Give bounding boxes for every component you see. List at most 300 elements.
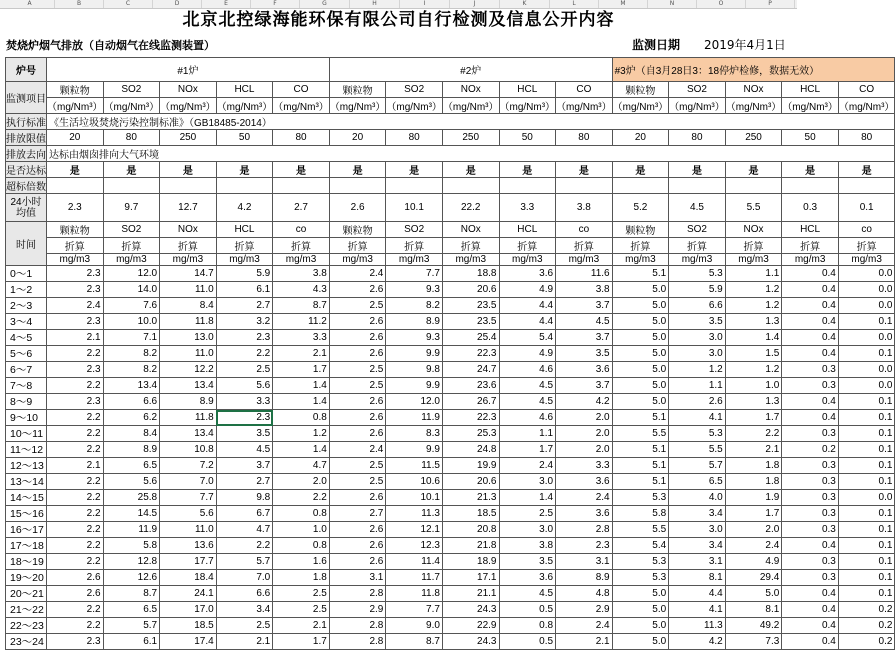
value-cell[interactable]: 3.1 [669,554,726,570]
exceed-cell[interactable] [273,178,330,194]
average-cell[interactable]: 9.7 [103,194,160,222]
value-cell[interactable]: 10.0 [103,314,160,330]
value-cell[interactable]: 3.3 [216,394,273,410]
value-cell[interactable]: 17.4 [160,634,217,650]
value-cell[interactable]: 0.5 [499,634,556,650]
value-cell[interactable]: 1.9 [725,490,782,506]
unit-plain-cell[interactable]: mg/m3 [160,254,217,266]
value-cell[interactable]: 2.6 [329,394,386,410]
value-cell[interactable]: 4.5 [216,442,273,458]
pollutant-header[interactable]: SO2 [669,82,726,98]
pollutant-header[interactable]: HCL [216,82,273,98]
converted-label[interactable]: 折算 [216,238,273,254]
unit-plain-cell[interactable]: mg/m3 [499,254,556,266]
value-cell[interactable]: 14.7 [160,266,217,282]
value-cell[interactable]: 3.6 [499,570,556,586]
value-cell[interactable]: 5.8 [612,506,669,522]
converted-label[interactable]: 折算 [329,238,386,254]
average-cell[interactable]: 22.2 [442,194,499,222]
column-letter[interactable]: B [55,0,104,8]
value-cell[interactable]: 0.0 [838,378,895,394]
value-cell[interactable]: 9.0 [386,618,443,634]
value-cell[interactable]: 0.2 [838,602,895,618]
column-letter[interactable]: P [746,0,795,8]
value-cell[interactable]: 1.7 [499,442,556,458]
value-cell[interactable]: 24.7 [442,362,499,378]
unit-plain-cell[interactable]: mg/m3 [612,254,669,266]
value-cell[interactable]: 9.9 [386,378,443,394]
time-cell[interactable]: 7～8 [6,378,47,394]
compliance-cell[interactable]: 是 [499,162,556,178]
value-cell[interactable]: 2.6 [329,410,386,426]
limit-cell[interactable]: 20 [612,130,669,146]
value-cell[interactable]: 49.2 [725,618,782,634]
value-cell[interactable]: 5.4 [499,330,556,346]
value-cell[interactable]: 2.2 [47,538,104,554]
value-cell[interactable]: 0.1 [838,522,895,538]
value-cell[interactable]: 25.8 [103,490,160,506]
value-cell[interactable]: 2.0 [273,474,330,490]
value-cell[interactable]: 0.1 [838,554,895,570]
value-cell[interactable]: 2.2 [47,506,104,522]
value-cell[interactable]: 5.0 [612,282,669,298]
time-cell[interactable]: 11～12 [6,442,47,458]
value-cell[interactable]: 3.7 [216,458,273,474]
value-cell[interactable]: 18.9 [442,554,499,570]
value-cell[interactable]: 0.1 [838,506,895,522]
limit-cell[interactable]: 80 [103,130,160,146]
value-cell[interactable]: 12.3 [386,538,443,554]
value-cell[interactable]: 2.5 [216,362,273,378]
value-cell[interactable]: 14.0 [103,282,160,298]
sub-pollutant-header[interactable]: HCL [782,222,839,238]
value-cell[interactable]: 3.6 [556,506,613,522]
value-cell[interactable]: 5.5 [669,442,726,458]
value-cell[interactable]: 14.5 [103,506,160,522]
value-cell[interactable]: 5.0 [725,586,782,602]
pollutant-header[interactable]: 颗粒物 [612,82,669,98]
value-cell[interactable]: 8.4 [160,298,217,314]
value-cell[interactable]: 2.0 [556,426,613,442]
exceed-cell[interactable] [386,178,443,194]
value-cell[interactable]: 20.8 [442,522,499,538]
value-cell[interactable]: 2.1 [47,458,104,474]
value-cell[interactable]: 11.2 [273,314,330,330]
time-cell[interactable]: 21～22 [6,602,47,618]
value-cell[interactable]: 8.4 [103,426,160,442]
value-cell[interactable]: 2.6 [329,314,386,330]
value-cell[interactable]: 11.8 [160,314,217,330]
value-cell[interactable]: 3.5 [499,554,556,570]
value-cell[interactable]: 6.1 [103,634,160,650]
value-cell[interactable]: 3.5 [556,346,613,362]
converted-label[interactable]: 折算 [669,238,726,254]
value-cell[interactable]: 24.3 [442,634,499,650]
column-letter[interactable]: G [300,0,350,8]
value-cell[interactable]: 2.8 [556,522,613,538]
unit-cell[interactable]: （mg/Nm³） [47,98,104,114]
value-cell[interactable]: 18.4 [160,570,217,586]
value-cell[interactable]: 2.6 [669,394,726,410]
value-cell[interactable]: 1.2 [725,282,782,298]
value-cell[interactable]: 20.6 [442,282,499,298]
value-cell[interactable]: 21.8 [442,538,499,554]
value-cell[interactable]: 0.3 [782,426,839,442]
unit-plain-cell[interactable]: mg/m3 [782,254,839,266]
unit-cell[interactable]: （mg/Nm³） [442,98,499,114]
value-cell[interactable]: 2.6 [329,330,386,346]
value-cell[interactable]: 3.0 [499,522,556,538]
value-cell[interactable]: 0.0 [838,490,895,506]
value-cell[interactable]: 24.1 [160,586,217,602]
value-cell[interactable]: 0.1 [838,314,895,330]
value-cell[interactable]: 0.4 [782,298,839,314]
converted-label[interactable]: 折算 [612,238,669,254]
value-cell[interactable]: 26.7 [442,394,499,410]
value-cell[interactable]: 6.1 [216,282,273,298]
value-cell[interactable]: 1.0 [725,378,782,394]
pollutant-header[interactable]: CO [556,82,613,98]
exceed-cell[interactable] [669,178,726,194]
value-cell[interactable]: 5.8 [103,538,160,554]
value-cell[interactable]: 5.3 [669,266,726,282]
time-cell[interactable]: 13～14 [6,474,47,490]
limit-cell[interactable]: 80 [669,130,726,146]
average-cell[interactable]: 3.8 [556,194,613,222]
avg-label[interactable]: 24小时均值 [6,194,47,222]
average-cell[interactable]: 2.7 [273,194,330,222]
value-cell[interactable]: 6.5 [669,474,726,490]
value-cell[interactable]: 1.2 [669,362,726,378]
value-cell[interactable]: 2.6 [329,282,386,298]
value-cell[interactable]: 2.2 [47,474,104,490]
value-cell[interactable]: 2.6 [329,346,386,362]
value-cell[interactable]: 1.4 [725,330,782,346]
standard-value[interactable]: 《生活垃圾焚烧污染控制标准》（GB18485-2014） [47,114,895,130]
value-cell[interactable]: 0.4 [782,586,839,602]
value-cell[interactable]: 22.3 [442,410,499,426]
value-cell[interactable]: 1.1 [499,426,556,442]
value-cell[interactable]: 5.1 [612,266,669,282]
value-cell[interactable]: 11.8 [160,410,217,426]
exceed-cell[interactable] [442,178,499,194]
value-cell[interactable]: 4.1 [669,602,726,618]
time-cell[interactable]: 14～15 [6,490,47,506]
value-cell[interactable]: 18.5 [160,618,217,634]
value-cell[interactable]: 2.2 [47,410,104,426]
sub-pollutant-header[interactable]: HCL [499,222,556,238]
unit-cell[interactable]: （mg/Nm³） [103,98,160,114]
value-cell[interactable]: 5.7 [103,618,160,634]
value-cell[interactable]: 7.1 [103,330,160,346]
value-cell[interactable]: 2.5 [329,298,386,314]
value-cell[interactable]: 2.3 [556,538,613,554]
value-cell[interactable]: 21.1 [442,586,499,602]
sub-pollutant-header[interactable]: co [556,222,613,238]
unit-plain-cell[interactable]: mg/m3 [725,254,782,266]
value-cell[interactable]: 12.8 [103,554,160,570]
value-cell[interactable]: 2.6 [329,426,386,442]
unit-plain-cell[interactable]: mg/m3 [273,254,330,266]
value-cell[interactable]: 0.0 [838,266,895,282]
value-cell[interactable]: 10.8 [160,442,217,458]
value-cell[interactable]: 4.5 [499,586,556,602]
value-cell[interactable]: 3.3 [556,458,613,474]
pollutant-header[interactable]: SO2 [386,82,443,98]
value-cell[interactable]: 5.0 [612,378,669,394]
value-cell[interactable]: 2.6 [329,554,386,570]
time-cell[interactable]: 16～17 [6,522,47,538]
value-cell[interactable]: 2.4 [329,442,386,458]
value-cell[interactable]: 18.8 [442,266,499,282]
time-label[interactable]: 时间 [6,222,47,266]
value-cell[interactable]: 3.0 [669,522,726,538]
value-cell[interactable]: 1.7 [273,362,330,378]
pollutant-header[interactable]: 颗粒物 [47,82,104,98]
value-cell[interactable]: 2.4 [499,458,556,474]
converted-label[interactable]: 折算 [556,238,613,254]
pollutant-header[interactable]: NOx [442,82,499,98]
value-cell[interactable]: 24.3 [442,602,499,618]
value-cell[interactable]: 0.1 [838,570,895,586]
value-cell[interactable]: 2.3 [47,634,104,650]
value-cell[interactable]: 2.6 [47,586,104,602]
value-cell[interactable]: 4.4 [499,298,556,314]
value-cell[interactable]: 5.0 [612,314,669,330]
unit-plain-cell[interactable]: mg/m3 [669,254,726,266]
compliance-cell[interactable]: 是 [273,162,330,178]
value-cell[interactable]: 2.4 [725,538,782,554]
value-cell[interactable]: 1.1 [669,378,726,394]
value-cell[interactable]: 0.4 [782,314,839,330]
value-cell[interactable]: 2.2 [47,522,104,538]
exceed-cell[interactable] [160,178,217,194]
average-cell[interactable]: 5.2 [612,194,669,222]
value-cell[interactable]: 10.6 [386,474,443,490]
exceed-cell[interactable] [499,178,556,194]
value-cell[interactable]: 1.4 [273,442,330,458]
value-cell[interactable]: 3.1 [329,570,386,586]
value-cell[interactable]: 0.4 [782,410,839,426]
value-cell[interactable]: 1.4 [273,394,330,410]
value-cell[interactable]: 2.2 [47,378,104,394]
exceed-cell[interactable] [838,178,895,194]
value-cell[interactable]: 8.9 [386,314,443,330]
value-cell[interactable]: 8.9 [160,394,217,410]
time-cell[interactable]: 19～20 [6,570,47,586]
standard-label[interactable]: 执行标准 [6,114,47,130]
compliance-cell[interactable]: 是 [329,162,386,178]
value-cell[interactable]: 5.1 [612,458,669,474]
value-cell[interactable]: 1.2 [273,426,330,442]
column-letter[interactable]: L [550,0,599,8]
time-cell[interactable]: 10～11 [6,426,47,442]
time-cell[interactable]: 17～18 [6,538,47,554]
unit-cell[interactable]: （mg/Nm³） [386,98,443,114]
value-cell[interactable]: 2.7 [329,506,386,522]
value-cell[interactable]: 5.1 [612,410,669,426]
value-cell[interactable]: 5.0 [612,346,669,362]
value-cell[interactable]: 25.3 [442,426,499,442]
value-cell[interactable]: 9.3 [386,282,443,298]
value-cell[interactable]: 11.5 [386,458,443,474]
value-cell[interactable]: 0.3 [782,522,839,538]
value-cell[interactable]: 7.0 [216,570,273,586]
value-cell[interactable]: 1.0 [273,522,330,538]
value-cell[interactable]: 4.5 [556,314,613,330]
column-letter[interactable]: I [400,0,450,8]
column-letter[interactable]: E [202,0,251,8]
value-cell[interactable]: 5.3 [612,570,669,586]
value-cell[interactable]: 1.8 [725,458,782,474]
value-cell[interactable]: 3.6 [499,266,556,282]
value-cell[interactable]: 0.2 [838,634,895,650]
limit-cell[interactable]: 250 [725,130,782,146]
compliance-cell[interactable]: 是 [556,162,613,178]
value-cell[interactable]: 0.2 [838,618,895,634]
furnace-label[interactable]: 炉号 [6,58,47,82]
column-letter[interactable]: J [450,0,500,8]
value-cell[interactable]: 9.9 [386,346,443,362]
value-cell[interactable]: 5.0 [612,394,669,410]
average-cell[interactable]: 4.5 [669,194,726,222]
limit-cell[interactable]: 80 [556,130,613,146]
value-cell[interactable]: 2.3 [47,394,104,410]
value-cell[interactable]: 0.3 [782,570,839,586]
exceed-cell[interactable] [725,178,782,194]
limit-cell[interactable]: 80 [386,130,443,146]
value-cell[interactable]: 25.4 [442,330,499,346]
value-cell[interactable]: 5.6 [160,506,217,522]
value-cell[interactable]: 0.4 [782,266,839,282]
average-cell[interactable]: 0.1 [838,194,895,222]
value-cell[interactable]: 2.6 [47,570,104,586]
value-cell[interactable]: 8.1 [725,602,782,618]
unit-plain-cell[interactable]: mg/m3 [838,254,895,266]
value-cell[interactable]: 6.2 [103,410,160,426]
converted-label[interactable]: 折算 [782,238,839,254]
value-cell[interactable]: 24.8 [442,442,499,458]
value-cell[interactable]: 0.1 [838,474,895,490]
value-cell[interactable]: 0.4 [782,618,839,634]
value-cell[interactable]: 8.9 [556,570,613,586]
compliance-cell[interactable]: 是 [782,162,839,178]
sub-pollutant-header[interactable]: co [838,222,895,238]
value-cell[interactable]: 0.3 [782,378,839,394]
value-cell[interactable]: 2.0 [556,442,613,458]
furnace1-header[interactable]: #1炉 [47,58,330,82]
value-cell[interactable]: 2.1 [725,442,782,458]
value-cell[interactable]: 8.3 [386,426,443,442]
value-cell[interactable]: 3.0 [669,330,726,346]
value-cell[interactable]: 6.5 [103,602,160,618]
value-cell[interactable]: 20.6 [442,474,499,490]
converted-label[interactable]: 折算 [160,238,217,254]
value-cell[interactable]: 4.9 [499,346,556,362]
limit-cell[interactable]: 20 [47,130,104,146]
pollutant-header[interactable]: HCL [499,82,556,98]
time-cell[interactable]: 12～13 [6,458,47,474]
pollutant-header[interactable]: NOx [160,82,217,98]
value-cell[interactable]: 11.8 [386,586,443,602]
value-cell[interactable]: 2.9 [329,602,386,618]
value-cell[interactable]: 2.3 [216,410,273,426]
value-cell[interactable]: 0.4 [782,538,839,554]
limit-cell[interactable]: 250 [442,130,499,146]
value-cell[interactable]: 2.4 [329,266,386,282]
value-cell[interactable]: 4.9 [499,282,556,298]
value-cell[interactable]: 4.4 [669,586,726,602]
unit-plain-cell[interactable]: mg/m3 [47,254,104,266]
value-cell[interactable]: 3.5 [216,426,273,442]
value-cell[interactable]: 0.0 [838,330,895,346]
column-letter[interactable]: A [5,0,55,8]
sub-pollutant-header[interactable]: 颗粒物 [47,222,104,238]
value-cell[interactable]: 9.8 [386,362,443,378]
value-cell[interactable]: 5.0 [612,362,669,378]
time-cell[interactable]: 4～5 [6,330,47,346]
converted-label[interactable]: 折算 [386,238,443,254]
value-cell[interactable]: 8.2 [103,346,160,362]
limit-cell[interactable]: 50 [216,130,273,146]
value-cell[interactable]: 1.7 [725,410,782,426]
value-cell[interactable]: 7.0 [160,474,217,490]
value-cell[interactable]: 0.0 [838,362,895,378]
value-cell[interactable]: 2.2 [216,538,273,554]
value-cell[interactable]: 2.5 [329,362,386,378]
value-cell[interactable]: 17.1 [442,570,499,586]
time-cell[interactable]: 3～4 [6,314,47,330]
time-cell[interactable]: 23～24 [6,634,47,650]
value-cell[interactable]: 1.8 [725,474,782,490]
value-cell[interactable]: 8.7 [386,634,443,650]
value-cell[interactable]: 0.0 [838,298,895,314]
converted-label[interactable]: 折算 [47,238,104,254]
value-cell[interactable]: 5.9 [669,282,726,298]
value-cell[interactable]: 8.1 [669,570,726,586]
unit-cell[interactable]: （mg/Nm³） [216,98,273,114]
column-letter[interactable]: F [251,0,300,8]
value-cell[interactable]: 2.4 [556,490,613,506]
value-cell[interactable]: 2.3 [47,362,104,378]
time-cell[interactable]: 2～3 [6,298,47,314]
value-cell[interactable]: 1.4 [273,378,330,394]
value-cell[interactable]: 0.1 [838,426,895,442]
value-cell[interactable]: 9.8 [216,490,273,506]
value-cell[interactable]: 3.7 [556,298,613,314]
value-cell[interactable]: 12.0 [103,266,160,282]
sub-pollutant-header[interactable]: NOx [442,222,499,238]
value-cell[interactable]: 0.1 [838,538,895,554]
value-cell[interactable]: 0.3 [782,506,839,522]
value-cell[interactable]: 0.4 [782,602,839,618]
value-cell[interactable]: 1.3 [725,314,782,330]
value-cell[interactable]: 2.5 [329,458,386,474]
value-cell[interactable]: 2.2 [47,346,104,362]
value-cell[interactable]: 8.9 [103,442,160,458]
sub-pollutant-header[interactable]: SO2 [386,222,443,238]
value-cell[interactable]: 5.0 [612,330,669,346]
value-cell[interactable]: 23.5 [442,314,499,330]
column-letter[interactable]: D [153,0,202,8]
value-cell[interactable]: 2.2 [47,490,104,506]
value-cell[interactable]: 0.1 [838,394,895,410]
value-cell[interactable]: 2.2 [47,426,104,442]
time-cell[interactable]: 8～9 [6,394,47,410]
converted-label[interactable]: 折算 [838,238,895,254]
limit-cell[interactable]: 80 [273,130,330,146]
value-cell[interactable]: 9.3 [386,330,443,346]
